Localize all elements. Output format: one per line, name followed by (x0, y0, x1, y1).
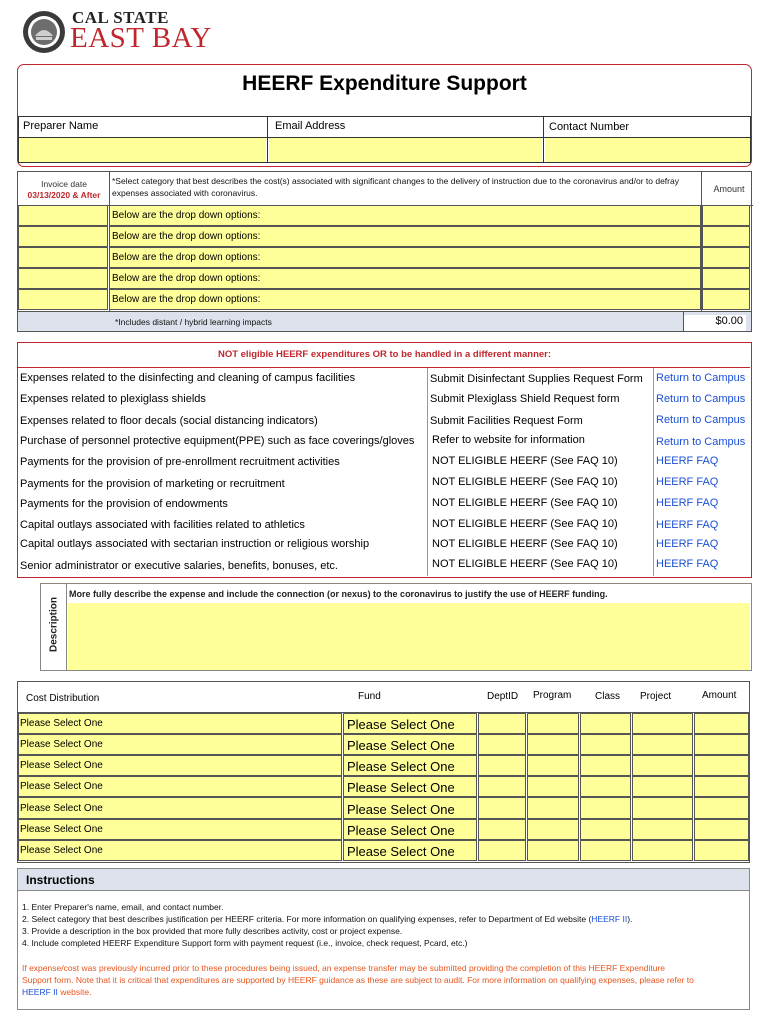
invoice-date-input[interactable] (18, 289, 108, 310)
cost-select-label: Please Select One (20, 739, 103, 750)
description-section (40, 583, 752, 671)
program-input[interactable] (527, 840, 579, 861)
category-instructions: *Select category that best describes the cost(s) associated with significant changes to the delivery of instruction due to the coronavirus and/or to defray expenses associated with coronavirus. (112, 176, 679, 198)
fund-select-label: Please Select One (347, 759, 455, 774)
action-text: NOT ELIGIBLE HEERF (See FAQ 10) (432, 497, 618, 509)
instruction-step-2-text: 2. Select category that best describes justification per HEERF criteria. For more information on qualifying expenses, refer to Department of Ed website ( (22, 914, 592, 924)
expense-text: Capital outlays associated with facilities related to athletics (20, 519, 305, 531)
amount-input[interactable] (702, 226, 750, 247)
instructions-section (17, 868, 750, 1010)
action-text: Submit Plexiglass Shield Request form (430, 393, 620, 405)
cost-distribution-header: Cost Distribution (26, 693, 100, 704)
category-select-label: Below are the drop down options: (112, 231, 261, 242)
action-text: NOT ELIGIBLE HEERF (See FAQ 10) (432, 476, 618, 488)
return-to-campus-link[interactable]: Return to Campus (656, 372, 746, 384)
project-input[interactable] (632, 776, 693, 797)
cost-distribution-select[interactable] (18, 840, 342, 861)
fund-select[interactable] (343, 819, 477, 840)
amount-input[interactable] (694, 776, 749, 797)
fund-select[interactable] (343, 755, 477, 776)
not-eligible-header: NOT eligible HEERF expenditures OR to be handled in a different manner: (217, 349, 552, 360)
fund-select[interactable] (343, 734, 477, 755)
cost-distribution-rows (18, 713, 749, 862)
category-total-row (18, 311, 751, 331)
hybrid-learning-footnote: *Includes distant / hybrid learning impacts (115, 317, 272, 327)
program-input[interactable] (527, 776, 579, 797)
instruction-step-2-end: ). (627, 914, 633, 924)
class-input[interactable] (580, 840, 631, 861)
fund-select-label: Please Select One (347, 717, 455, 732)
fund-select[interactable] (343, 797, 477, 819)
heerf-ii-website-link[interactable]: HEERF II (22, 987, 58, 997)
fund-select-label: Please Select One (347, 802, 455, 817)
program-input[interactable] (527, 797, 579, 819)
action-text: NOT ELIGIBLE HEERF (See FAQ 10) (432, 455, 618, 467)
amount-input[interactable] (694, 819, 749, 840)
project-input[interactable] (632, 819, 693, 840)
instructions-title: Instructions (26, 873, 95, 887)
category-select[interactable] (109, 247, 701, 268)
not-eligible-row (18, 410, 751, 431)
description-side-label-box (40, 583, 67, 671)
amount-header: Amount (702, 690, 737, 701)
heerf-faq-link[interactable]: HEERF FAQ (656, 497, 719, 509)
program-input[interactable] (527, 713, 579, 734)
email-label: Email Address (275, 120, 346, 132)
cost-select-label: Please Select One (20, 845, 103, 856)
fund-header: Fund (358, 691, 381, 702)
heerf-faq-link[interactable]: HEERF FAQ (656, 476, 719, 488)
expense-text: Capital outlays associated with sectarian instruction or religious worship (20, 538, 370, 550)
not-eligible-row (18, 389, 751, 410)
class-input[interactable] (580, 776, 631, 797)
fund-select-label: Please Select One (347, 823, 455, 838)
invoice-date-value: 03/13/2020 & After (27, 190, 101, 200)
heerf-faq-link[interactable]: HEERF FAQ (656, 455, 719, 467)
category-select[interactable] (109, 289, 701, 310)
cost-distribution-select[interactable] (18, 797, 342, 819)
category-select[interactable] (109, 268, 701, 289)
amount-input[interactable] (694, 734, 749, 755)
action-text: NOT ELIGIBLE HEERF (See FAQ 10) (432, 558, 618, 570)
category-select[interactable] (109, 226, 701, 247)
category-select-label: Below are the drop down options: (112, 273, 261, 284)
amount-input[interactable] (694, 797, 749, 819)
amount-input[interactable] (702, 268, 750, 289)
category-select-label: Below are the drop down options: (112, 210, 261, 221)
amount-total: $0.00 (684, 315, 746, 331)
amount-header: Amount (713, 184, 745, 194)
fund-select-label: Please Select One (347, 780, 455, 795)
cost-select-label: Please Select One (20, 781, 103, 792)
deptid-input[interactable] (478, 776, 526, 797)
cost-distribution-select[interactable] (18, 755, 342, 776)
university-seal-icon (22, 10, 66, 54)
not-eligible-row (18, 368, 751, 389)
amount-input[interactable] (702, 205, 750, 226)
amount-input[interactable] (702, 289, 750, 310)
logo-line-east-bay: EAST BAY (70, 22, 212, 54)
expense-transfer-note (22, 962, 694, 998)
not-eligible-row (18, 494, 751, 515)
invoice-date-input[interactable] (18, 226, 108, 247)
project-input[interactable] (632, 797, 693, 819)
preparer-name-label: Preparer Name (23, 120, 99, 132)
cost-distribution-select[interactable] (18, 819, 342, 840)
heerf-faq-link[interactable]: HEERF FAQ (656, 558, 719, 570)
amount-input[interactable] (702, 247, 750, 268)
deptid-input[interactable] (478, 819, 526, 840)
not-eligible-rows (18, 368, 751, 576)
cost-distribution-select[interactable] (18, 776, 342, 797)
fund-select[interactable] (343, 840, 477, 861)
category-select[interactable] (109, 205, 701, 226)
description-prompt: More fully describe the expense and include the connection (or nexus) to the coronavirus to justify the use of HEERF funding. (69, 589, 608, 599)
amount-input[interactable] (694, 755, 749, 776)
deptid-input[interactable] (478, 797, 526, 819)
program-input[interactable] (527, 819, 579, 840)
instruction-step-2 (22, 914, 632, 924)
cost-select-label: Please Select One (20, 760, 103, 771)
deptid-input[interactable] (478, 713, 526, 734)
amount-input[interactable] (694, 840, 749, 861)
heerf-ii-link[interactable]: HEERF II (591, 914, 628, 924)
class-input[interactable] (580, 797, 631, 819)
action-text: Submit Disinfectant Supplies Request Form (430, 373, 643, 385)
category-select-label: Below are the drop down options: (112, 294, 261, 305)
fund-select-label: Please Select One (347, 738, 455, 753)
not-eligible-row (18, 473, 751, 494)
program-input[interactable] (527, 755, 579, 776)
deptid-input[interactable] (478, 840, 526, 861)
description-side-label: Description (48, 597, 60, 653)
cost-distribution-select[interactable] (18, 734, 342, 755)
preparer-name-input[interactable] (20, 138, 266, 162)
fund-select[interactable] (343, 776, 477, 797)
project-input[interactable] (632, 734, 693, 755)
project-header: Project (640, 691, 672, 702)
cost-select-label: Please Select One (20, 803, 103, 814)
action-text: NOT ELIGIBLE HEERF (See FAQ 10) (432, 518, 618, 530)
fund-select[interactable] (343, 713, 477, 734)
return-to-campus-link[interactable]: Return to Campus (656, 393, 746, 405)
logo-line-cal-state: CAL STATE (72, 8, 169, 27)
cost-select-label: Please Select One (20, 824, 103, 835)
instruction-step-3: 3. Provide a description in the box provided that more fully describes activity, cost or project expense. (22, 926, 403, 936)
project-input[interactable] (632, 755, 693, 776)
expense-text: Payments for the provision of pre-enrollment recruitment activities (20, 456, 340, 468)
invoice-date-input[interactable] (18, 247, 108, 268)
amount-input[interactable] (694, 713, 749, 734)
deptid-input[interactable] (478, 734, 526, 755)
invoice-date-input[interactable] (18, 205, 108, 226)
instruction-step-1: 1. Enter Preparer's name, email, and contact number. (22, 902, 224, 912)
class-input[interactable] (580, 755, 631, 776)
expense-text: Expenses related to plexiglass shields (20, 393, 206, 405)
not-eligible-row (18, 555, 751, 576)
not-eligible-row (18, 431, 751, 452)
preparer-info-table (18, 116, 751, 163)
program-input[interactable] (527, 734, 579, 755)
action-text: Refer to website for information (432, 434, 585, 446)
instructions-title-bar (18, 869, 749, 891)
return-to-campus-link[interactable]: Return to Campus (656, 414, 746, 426)
cost-select-label: Please Select One (20, 718, 103, 729)
expense-text: Senior administrator or executive salaries, benefits, bonuses, etc. (20, 560, 338, 572)
email-input[interactable] (269, 138, 542, 162)
class-input[interactable] (580, 819, 631, 840)
not-eligible-row (18, 536, 751, 555)
heerf-faq-link[interactable]: HEERF FAQ (656, 519, 719, 531)
contact-number-input[interactable] (545, 138, 750, 162)
action-text: NOT ELIGIBLE HEERF (See FAQ 10) (432, 538, 618, 550)
expense-text: Payments for the provision of marketing or recruitment (20, 478, 285, 490)
fund-select-label: Please Select One (347, 844, 455, 859)
deptid-header: DeptID (487, 691, 519, 702)
action-text: Submit Facilities Request Form (430, 415, 583, 427)
category-select-label: Below are the drop down options: (112, 252, 261, 263)
expense-text: Expenses related to the disinfecting and cleaning of campus facilities (20, 372, 356, 384)
class-header: Class (595, 691, 621, 702)
not-eligible-row (18, 515, 751, 536)
contact-label: Contact Number (549, 121, 630, 133)
deptid-input[interactable] (478, 755, 526, 776)
category-dropdown-rows (18, 205, 751, 311)
expense-text: Purchase of personnel protective equipment(PPE) such as face coverings/gloves (20, 435, 415, 447)
class-input[interactable] (580, 734, 631, 755)
expense-transfer-note-end: website. (57, 987, 92, 997)
return-to-campus-link[interactable]: Return to Campus (656, 436, 746, 448)
description-input[interactable] (68, 603, 750, 670)
project-input[interactable] (632, 840, 693, 861)
expense-text: Expenses related to floor decals (social distancing indicators) (20, 415, 318, 427)
cost-distribution-select[interactable] (18, 713, 342, 734)
heerf-faq-link[interactable]: HEERF FAQ (656, 538, 719, 550)
program-header: Program (533, 690, 572, 701)
university-logo (22, 8, 222, 56)
project-input[interactable] (632, 713, 693, 734)
invoice-date-label: Invoice date (41, 179, 87, 189)
not-eligible-row (18, 452, 751, 473)
class-input[interactable] (580, 713, 631, 734)
expense-transfer-note-text: If expense/cost was previously incurred prior to these procedures being issued, an expense transfer may be submitted providing the completion of this HEERF Expenditure Support form. Note that it is critical that expenditures are supported by HEERF guidance as these are subject to audit. For more information on qualifying expenses, please refer to (22, 963, 694, 985)
page-title: HEERF Expenditure Support (242, 72, 527, 95)
expense-text: Payments for the provision of endowments (20, 498, 228, 510)
invoice-date-input[interactable] (18, 268, 108, 289)
instruction-step-4: 4. Include completed HEERF Expenditure Support form with payment request (i.e., invoice, check request, Pcard, etc.) (22, 938, 468, 948)
